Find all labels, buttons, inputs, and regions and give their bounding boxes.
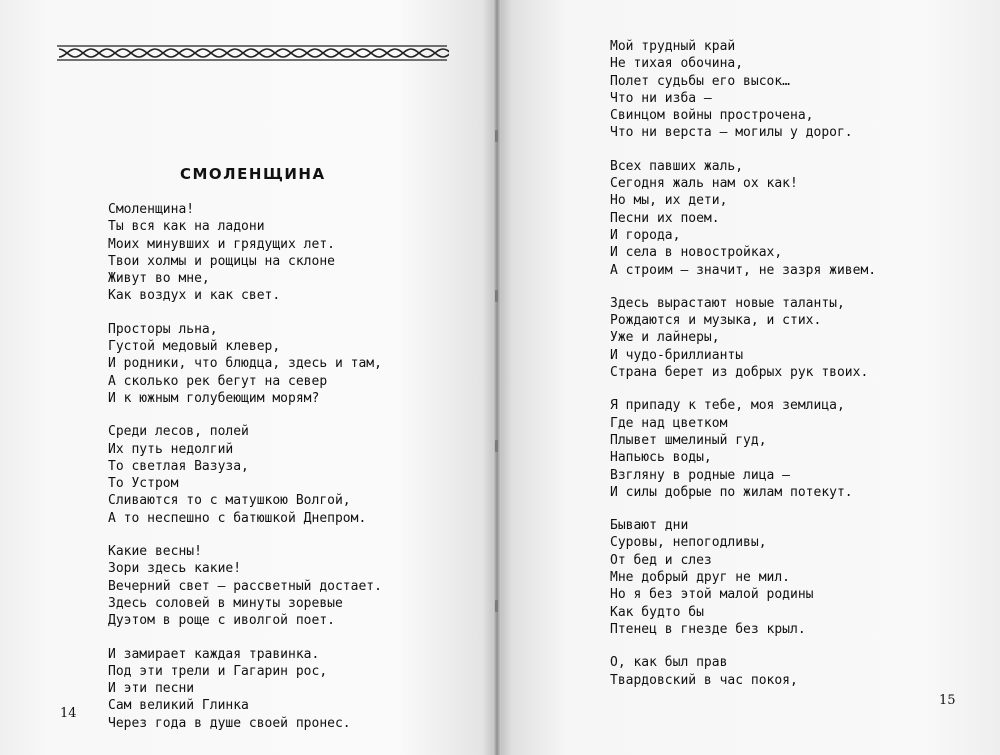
verse-line: Ты вся как на ладони [108,219,265,235]
verse-line: Просторы льна, [108,321,218,337]
binding-stitch [495,290,498,302]
verse-line: Сам великий Глинка [108,698,249,714]
verse-line: Какие весны! [108,544,202,560]
verse-line: Их путь недолгий [108,441,234,457]
verse-line: Сливаются то с матушкою Волгой, [108,493,351,509]
verse-line: Мой трудный край [610,39,736,54]
verse-line: Свинцом войны прострочена, [610,108,814,124]
verse-line: Здесь вырастают новые таланты, [610,295,845,311]
stanza [610,517,876,638]
verse-line: Плывет шмелиный гуд, [610,432,767,448]
verse-line: Твои холмы и рощицы на склоне [108,253,335,269]
page-number-left: 14 [60,706,77,721]
verse-line: И к южным голубеющим морям? [108,390,320,406]
verse-line: А то неспешно с батюшкой Днепром. [108,510,367,526]
verse-line: Взгляну в родные лица – [610,467,791,483]
verse-line: Сегодня жаль нам ох как! [610,176,798,192]
verse-line: И силы добрые по жилам потекут. [610,484,853,500]
verse-line: И замирает каждая травинка. [108,646,320,662]
verse-line: А сколько рек бегут на север [108,373,328,389]
verse-line: Птенец в гнезде без крыл. [610,621,806,637]
verse-line: Как воздух и как свет. [108,288,281,304]
verse-line: Через года в душе своей пронес. [108,715,351,731]
verse-line: Страна берет из добрых рук твоих. [610,365,869,381]
verse-line: И эти песни [108,681,195,697]
stanza [610,158,876,279]
verse-line: О, как был прав [610,655,728,671]
binding-stitch [495,600,498,612]
verse-line: Рождаются и музыка, и стих. [610,313,822,329]
left-verse [108,201,382,748]
verse-line: Среди лесов, полей [108,424,249,440]
binding-stitch [495,130,498,142]
verse-line: Но я без этой малой родины [610,587,814,603]
verse-line: Живут во мне, [108,271,210,287]
verse-line: И села в новостройках, [610,245,783,261]
verse-line: Я припаду к тебе, моя землица, [610,398,845,414]
verse-line: И родники, что блюдца, здесь и там, [108,356,382,372]
stanza [108,423,382,527]
verse-line: Не тихая обочина, [610,56,744,72]
verse-line: Но мы, их дети, [610,193,728,209]
verse-line: Вечерний свет – рассветный достает. [108,578,382,594]
verse-line: Песни их поем. [610,210,720,226]
verse-line: А строим – значит, не зазря живем. [610,262,877,278]
verse-line: Смоленщина! [108,202,195,217]
verse-line: Твардовский в час покоя, [610,672,798,688]
right-verse [610,38,876,705]
stanza [610,397,876,501]
binding-stitch [495,440,498,452]
left-page [0,0,497,755]
verse-line: Что ни изба – [610,90,712,106]
verse-line: Напьюсь воды, [610,450,712,466]
verse-line: Что ни верста – могилы у дорог. [610,125,853,141]
stanza [108,543,382,629]
verse-line: Бывают дни [610,518,689,534]
page-number-right: 15 [939,693,956,708]
stanza [610,654,876,689]
stanza [610,295,876,381]
verse-line: Здесь соловей в минуты зоревые [108,595,343,611]
verse-line: Моих минувших и грядущих лет. [108,236,335,252]
poem-title: СМОЛЕНЩИНА [180,165,326,183]
verse-line: Дуэтом в роще с иволгой поет. [108,613,335,629]
verse-line: Зори здесь какие! [108,561,242,577]
stanza [108,321,382,407]
stanza [108,201,382,305]
stanza [610,38,876,142]
stanza [108,646,382,732]
verse-line: Под эти трели и Гагарин рос, [108,663,328,679]
book-spine [493,0,501,755]
right-page [497,0,1000,755]
verse-line: Суровы, непогодливы, [610,535,767,551]
verse-line: То Устром [108,476,179,492]
verse-line: Уже и лайнеры, [610,330,720,346]
verse-line: Полет судьбы его высок… [610,73,791,89]
ornamental-border [55,44,449,62]
verse-line: Мне добрый друг не мил. [610,570,791,586]
verse-line: От бед и слез [610,552,712,568]
verse-line: То светлая Вазуза, [108,458,249,474]
verse-line: Всех павших жаль, [610,158,744,174]
verse-line: И города, [610,227,681,243]
verse-line: И чудо-бриллианты [610,347,744,363]
verse-line: Густой медовый клевер, [108,339,281,355]
verse-line: Как будто бы [610,604,704,620]
verse-line: Где над цветком [610,415,728,431]
